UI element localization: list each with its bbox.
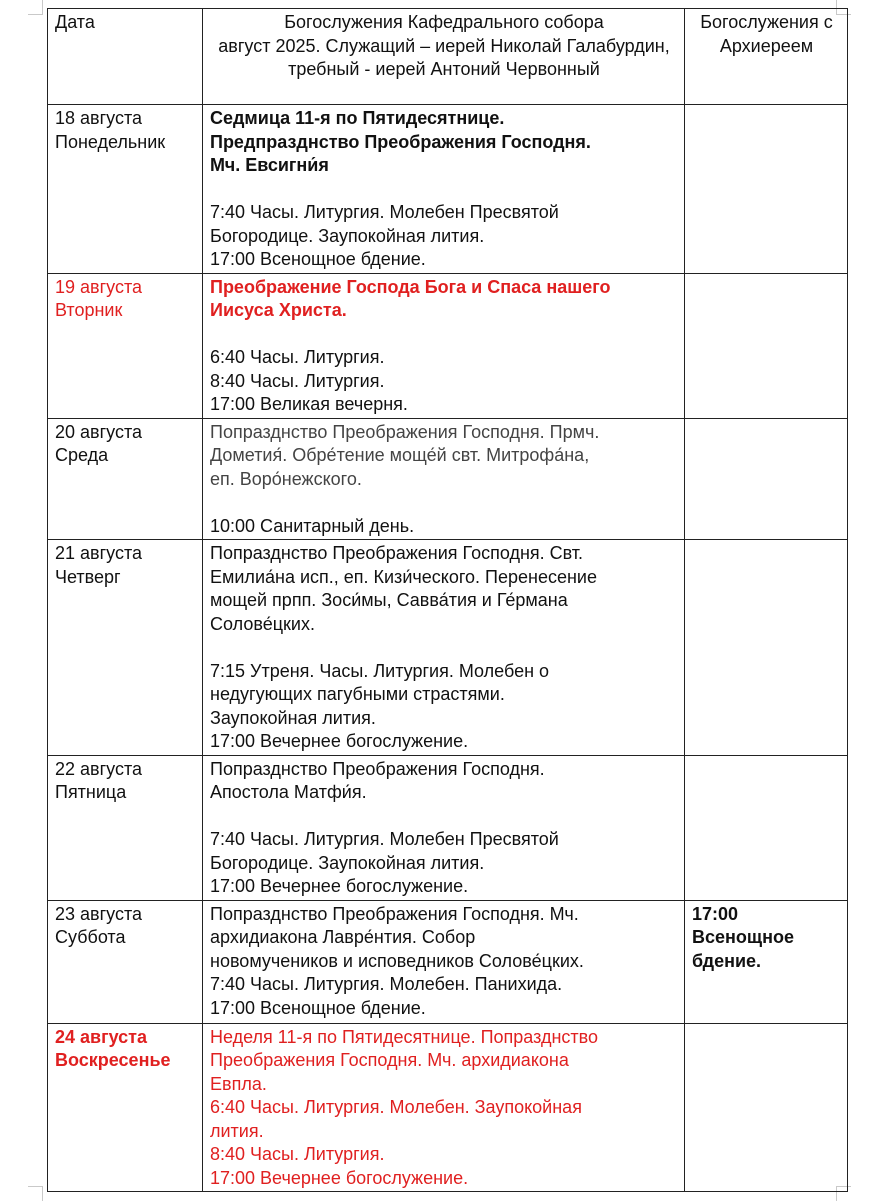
date-text: 20 августа [55, 421, 143, 442]
service-time-line: 8:40 Часы. Литургия. [210, 370, 385, 391]
bishop-cell [685, 755, 848, 900]
service-time-line: Заупокойная лития. [210, 707, 376, 728]
day-row [48, 105, 848, 274]
date-text: 23 августа [55, 903, 143, 924]
feast-title-line: Евпла. [210, 1073, 267, 1094]
feast-title-line: Неделя 11-я по Пятидесятнице. Попразднство [210, 1026, 599, 1047]
service-cell [203, 105, 685, 274]
date-cell [48, 273, 203, 418]
main-column-header [203, 9, 685, 105]
date-cell [48, 755, 203, 900]
service-time-line: Богородице. Заупокойная лития. [210, 852, 485, 873]
service-cell [203, 418, 685, 540]
bishop-cell [685, 540, 848, 756]
service-time-line: 7:40 Часы. Литургия. Молебен Пресвятой [210, 202, 559, 222]
day-row [48, 900, 848, 1023]
feast-title-line: Солове́цких. [210, 613, 315, 634]
weekday-text: Четверг [55, 566, 121, 587]
service-time-line: недугующих пагубными страстями. [210, 684, 505, 704]
bishop-cell [685, 1023, 848, 1192]
bishop-service-line: Всенощное [692, 927, 794, 947]
day-row [48, 418, 848, 540]
day-row [48, 540, 848, 756]
date-text: 22 августа [55, 758, 143, 779]
feast-title-line: новомучеников и исповедников Солове́цких. [210, 950, 584, 971]
feast-title-line: Предпразднство Преображения Господня. [210, 131, 591, 152]
feast-title-line: Преображение Господа Бога и Спаса нашего [210, 276, 611, 297]
feast-title-line: Попразднство Преображения Господня. [210, 758, 545, 779]
service-time-line: 17:00 Вечернее богослужение. [210, 731, 469, 751]
header-row [48, 9, 848, 105]
weekday-text: Понедельник [55, 131, 166, 152]
crop-mark-bottom-left [28, 1186, 43, 1201]
schedule-title: Богослужения Кафедрального собора [284, 12, 604, 32]
service-time-line: 17:00 Всенощное бдение. [210, 249, 426, 269]
feast-title-line: Попразднство Преображения Господня. Прмч. [210, 421, 600, 442]
schedule-table [47, 8, 848, 1192]
day-row [48, 1023, 848, 1192]
date-cell [48, 540, 203, 756]
feast-title-line: Попразднство Преображения Господня. Свт. [210, 543, 584, 563]
date-text: 19 августа [55, 276, 143, 297]
bishop-cell [685, 273, 848, 418]
date-cell [48, 1023, 203, 1192]
bishop-cell [685, 418, 848, 540]
feast-title-line: еп. Воро́нежского. [210, 468, 362, 489]
day-row [48, 755, 848, 900]
weekday-text: Суббота [55, 927, 126, 947]
service-time-line: 7:40 Часы. Литургия. Молебен. Панихида. [210, 974, 563, 994]
feast-title-line: Дометия́. Обре́тение моще́й свт. Митрофа́на, [210, 445, 590, 465]
weekday-text: Среда [55, 445, 109, 465]
service-cell [203, 755, 685, 900]
weekday-text: Вторник [55, 300, 123, 320]
feast-title-line: Мч. Евсигни́я [210, 155, 329, 175]
service-time-line: 8:40 Часы. Литургия. [210, 1144, 385, 1164]
bishop-cell [685, 900, 848, 1023]
bishop-cell [685, 105, 848, 274]
feast-title-line: Емилиа́на исп., еп. Кизи́ческого. Перенесение [210, 566, 597, 587]
service-time-line: 17:00 Вечернее богослужение. [210, 1167, 469, 1188]
service-time-line: 17:00 Великая вечерня. [210, 394, 408, 414]
date-cell [48, 418, 203, 540]
date-text: 24 августа [55, 1026, 147, 1047]
feast-title-line: Иисуса Христа. [210, 300, 347, 320]
day-row [48, 273, 848, 418]
date-cell [48, 900, 203, 1023]
service-time-line: 17:00 Вечернее богослужение. [210, 876, 469, 896]
feast-title-line: мощей прпп. Зоси́мы, Савва́тия и Ге́рмана [210, 590, 568, 610]
feast-title-line: Апостола Матфи́я. [210, 782, 367, 802]
service-time-line: 6:40 Часы. Литургия. [210, 347, 385, 367]
feast-title-line: архидиакона Лавре́нтия. Собор [210, 927, 476, 947]
service-time-line: лития. [210, 1120, 264, 1141]
schedule-subtitle: август 2025. Служащий – иерей Николай Галабурдин, требный - иерей Антоний Червонный [218, 35, 670, 79]
weekday-text: Воскресенье [55, 1050, 171, 1070]
service-time-line: 6:40 Часы. Литургия. Молебен. Заупокойная [210, 1097, 582, 1117]
service-cell [203, 273, 685, 418]
feast-title-line: Седмица 11-я по Пятидесятнице. [210, 108, 505, 128]
feast-title-line: Преображения Господня. Мч. архидиакона [210, 1050, 569, 1070]
bishop-service-line: бдение. [692, 950, 762, 971]
service-time-line: 7:40 Часы. Литургия. Молебен Пресвятой [210, 829, 559, 849]
service-time-line: 10:00 Санитарный день. [210, 515, 415, 536]
service-cell [203, 1023, 685, 1192]
date-cell [48, 105, 203, 274]
bishop-service-line: 17:00 [692, 903, 739, 924]
date-column-header: Дата [48, 9, 203, 105]
date-text: 18 августа [55, 108, 143, 128]
service-cell [203, 900, 685, 1023]
crop-mark-top-left [28, 0, 43, 15]
service-time-line: 7:15 Утреня. Часы. Литургия. Молебен о [210, 660, 550, 681]
date-text: 21 августа [55, 543, 143, 563]
service-cell [203, 540, 685, 756]
service-time-line: Богородице. Заупокойная лития. [210, 225, 485, 246]
service-time-line: 17:00 Всенощное бдение. [210, 997, 426, 1018]
feast-title-line: Попразднство Преображения Господня. Мч. [210, 903, 579, 924]
weekday-text: Пятница [55, 782, 127, 802]
bishop-column-header: Богослужения с Архиереем [685, 9, 848, 105]
